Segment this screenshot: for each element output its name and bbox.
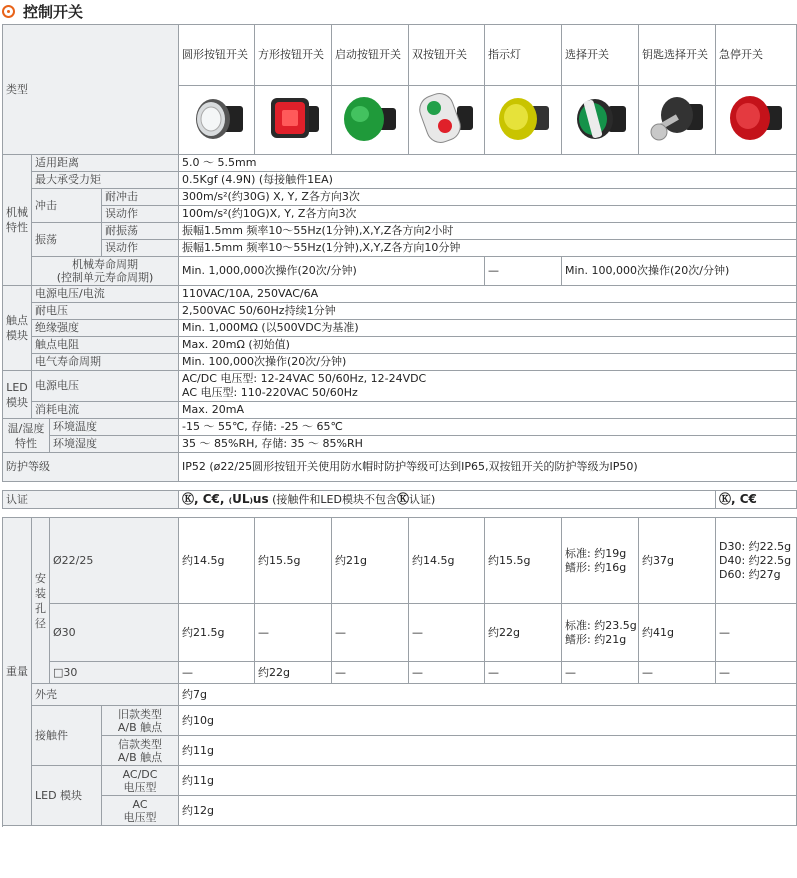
row-value: 100m/s²(约10G)X, Y, Z各方向3次 xyxy=(179,206,797,223)
weight-value: — xyxy=(332,604,409,662)
estop-d60: D60: 约27g xyxy=(719,567,781,581)
sub-label xyxy=(102,796,179,826)
weight-value: 约12g xyxy=(179,796,797,826)
pilot-lamp-icon xyxy=(493,90,553,146)
weight-value: — xyxy=(716,662,797,684)
sub-label-line: 电压型 xyxy=(123,780,157,794)
section-title: 控制开关 xyxy=(23,2,84,21)
weight-value xyxy=(562,604,639,662)
mount-size-label: Ø30 xyxy=(50,604,179,662)
row-label: LED 模块 xyxy=(32,766,102,826)
row-value: 振幅1.5mm 频率10～55Hz(1分钟),X,Y,Z各方向10分钟 xyxy=(179,240,797,257)
row-value: -15 ～ 55℃, 存储: -25 ～ 65℃ xyxy=(179,419,797,436)
double-pushbutton-icon xyxy=(417,90,477,146)
sub-label-line: A/B 触点 xyxy=(117,750,163,764)
weight-value: 约41g xyxy=(639,604,716,662)
life-label-1: 机械寿命周期 xyxy=(72,258,138,271)
weight-value: 约11g xyxy=(179,736,797,766)
row-value: 5.0 ～ 5.5mm xyxy=(179,155,797,172)
row-label: 振荡 xyxy=(32,223,102,257)
weight-value: — xyxy=(716,604,797,662)
row-value: 0.5Kgf (4.9N) (每接触件1EA) xyxy=(179,172,797,189)
weight-value: 约14.5g xyxy=(179,518,255,604)
row-value: 300m/s²(约30G) X, Y, Z各方向3次 xyxy=(179,189,797,206)
row-value: — xyxy=(485,257,562,286)
certification-text: (接触件和LED模块不包含 xyxy=(272,493,397,506)
estop-d40: D40: 约22.5g xyxy=(719,553,792,567)
sub-label-line: A/B 触点 xyxy=(117,720,163,734)
row-value: 2,500VAC 50/60Hz持续1分钟 xyxy=(179,303,797,320)
row-value: 35 ～ 85%RH, 存储: 35 ～ 85%RH xyxy=(179,436,797,453)
sub-label-line: 电压型 xyxy=(123,810,157,824)
product-image xyxy=(332,86,409,155)
sub-label: 耐振荡 xyxy=(102,223,179,240)
selector-fin: 鳍形: 约21g xyxy=(565,632,627,646)
weight-value: 约22g xyxy=(255,662,332,684)
product-name: 钥匙选择开关 xyxy=(639,25,716,86)
certification-marks-right-icon: Ⓚ, C€ xyxy=(719,492,757,506)
sub-label xyxy=(102,706,179,736)
row-value: Min. 100,000次操作(20次/分钟) xyxy=(562,257,797,286)
weight-value: — xyxy=(409,604,485,662)
weight-value xyxy=(562,518,639,604)
round-pushbutton-icon xyxy=(187,90,247,146)
product-image xyxy=(179,86,255,155)
row-value: Min. 100,000次操作(20次/分钟) xyxy=(179,354,797,371)
weight-value: — xyxy=(562,662,639,684)
certification-text-end: 认证) xyxy=(408,493,436,506)
row-value: 110VAC/10A, 250VAC/6A xyxy=(179,286,797,303)
row-label: 接触件 xyxy=(32,706,102,766)
weight-value: 约21.5g xyxy=(179,604,255,662)
certification-label: 认证 xyxy=(3,491,179,509)
weight-value: — xyxy=(332,662,409,684)
row-label xyxy=(32,257,179,286)
life-label-2: (控制单元寿命周期) xyxy=(56,271,154,284)
key-selector-icon xyxy=(647,90,707,146)
mechanical-label: 机械特性 xyxy=(3,155,32,286)
product-image xyxy=(485,86,562,155)
estop-d30: D30: 约22.5g xyxy=(719,539,792,553)
sub-label: 耐冲击 xyxy=(102,189,179,206)
led-voltage-line-1: AC/DC 电压型: 12-24VAC 50/60Hz, 12-24VDC xyxy=(182,372,427,385)
selector-standard: 标准: 约23.5g xyxy=(565,618,637,632)
row-label: 环境温度 xyxy=(50,419,179,436)
weight-value: 约22g xyxy=(485,604,562,662)
section-bullet-icon xyxy=(2,5,15,18)
weight-value: 约37g xyxy=(639,518,716,604)
sub-label-line: 信款类型 xyxy=(118,737,162,751)
weight-value: 约7g xyxy=(179,684,797,706)
mount-size-label: □30 xyxy=(50,662,179,684)
weight-value: 约14.5g xyxy=(409,518,485,604)
product-image xyxy=(255,86,332,155)
row-label: 冲击 xyxy=(32,189,102,223)
row-value: 振幅1.5mm 频率10～55Hz(1分钟),X,Y,Z各方向2小时 xyxy=(179,223,797,240)
product-image xyxy=(639,86,716,155)
sub-label xyxy=(102,736,179,766)
spec-table xyxy=(2,24,797,826)
certification-value-right xyxy=(716,491,797,509)
product-image xyxy=(562,86,639,155)
mushroom-pushbutton-icon xyxy=(340,90,400,146)
row-label: 绝缘强度 xyxy=(32,320,179,337)
type-name-row xyxy=(3,25,797,86)
protection-label: 防护等级 xyxy=(3,453,179,482)
row-label: 电气寿命周期 xyxy=(32,354,179,371)
environment-label: 温/湿度特性 xyxy=(3,419,50,453)
weight-value: — xyxy=(639,662,716,684)
sub-label xyxy=(102,766,179,796)
row-label: 适用距离 xyxy=(32,155,179,172)
section-header xyxy=(2,0,83,22)
row-value: Min. 1,000MΩ (以500VDC为基准) xyxy=(179,320,797,337)
sub-label: 误动作 xyxy=(102,240,179,257)
weight-value xyxy=(716,518,797,604)
certification-value xyxy=(179,491,716,509)
product-name: 指示灯 xyxy=(485,25,562,86)
product-name: 启动按钮开关 xyxy=(332,25,409,86)
weight-value: — xyxy=(485,662,562,684)
led-voltage-line-2: AC 电压型: 110-220VAC 50/60Hz xyxy=(182,386,358,399)
type-label: 类型 xyxy=(3,25,179,155)
sub-label-line: 旧款类型 xyxy=(118,707,162,721)
row-value: Max. 20mA xyxy=(179,402,797,419)
mount-label: 安装孔径 xyxy=(32,518,50,684)
led-label: LED模块 xyxy=(3,371,32,419)
product-name: 方形按钮开关 xyxy=(255,25,332,86)
weight-value: — xyxy=(255,604,332,662)
contact-label: 触点模块 xyxy=(3,286,32,371)
sub-label-line: AC xyxy=(132,797,148,811)
weight-value: 约15.5g xyxy=(485,518,562,604)
weight-label: 重量 xyxy=(3,518,32,826)
certification-marks-icon: Ⓚ, C€, ₍UL₎us xyxy=(182,492,269,506)
weight-value: 约15.5g xyxy=(255,518,332,604)
row-label: 触点电阻 xyxy=(32,337,179,354)
row-label: 最大承受力矩 xyxy=(32,172,179,189)
row-value: Min. 1,000,000次操作(20次/分钟) xyxy=(179,257,485,286)
weight-value: — xyxy=(409,662,485,684)
square-pushbutton-icon xyxy=(263,90,323,146)
selector-fin: 鳍形: 约16g xyxy=(565,560,627,574)
emergency-stop-icon xyxy=(726,90,786,146)
row-label: 消耗电流 xyxy=(32,402,179,419)
weight-value: 约11g xyxy=(179,766,797,796)
sub-label: 误动作 xyxy=(102,206,179,223)
product-name: 双按钮开关 xyxy=(409,25,485,86)
row-label: 环境湿度 xyxy=(50,436,179,453)
row-label: 外壳 xyxy=(32,684,179,706)
product-name: 选择开关 xyxy=(562,25,639,86)
row-label: 耐电压 xyxy=(32,303,179,320)
weight-value: 约21g xyxy=(332,518,409,604)
sub-label-line: AC/DC xyxy=(122,767,158,781)
mount-size-label: Ø22/25 xyxy=(50,518,179,604)
row-label: 电源电压/电流 xyxy=(32,286,179,303)
row-label: 电源电压 xyxy=(32,371,179,402)
weight-value: 约10g xyxy=(179,706,797,736)
product-image xyxy=(409,86,485,155)
selector-standard: 标准: 约19g xyxy=(565,546,627,560)
selector-switch-icon xyxy=(570,90,630,146)
protection-value: IP52 (ø22/25圆形按钮开关使用防水帽时防护等级可达到IP65,双按钮开关的防护等级为IP50) xyxy=(179,453,797,482)
k-mark-icon: Ⓚ xyxy=(396,492,409,506)
row-value xyxy=(179,371,797,402)
product-name: 急停开关 xyxy=(716,25,797,86)
weight-value: — xyxy=(179,662,255,684)
row-value: Max. 20mΩ (初始值) xyxy=(179,337,797,354)
product-image xyxy=(716,86,797,155)
product-name: 圆形按钮开关 xyxy=(179,25,255,86)
